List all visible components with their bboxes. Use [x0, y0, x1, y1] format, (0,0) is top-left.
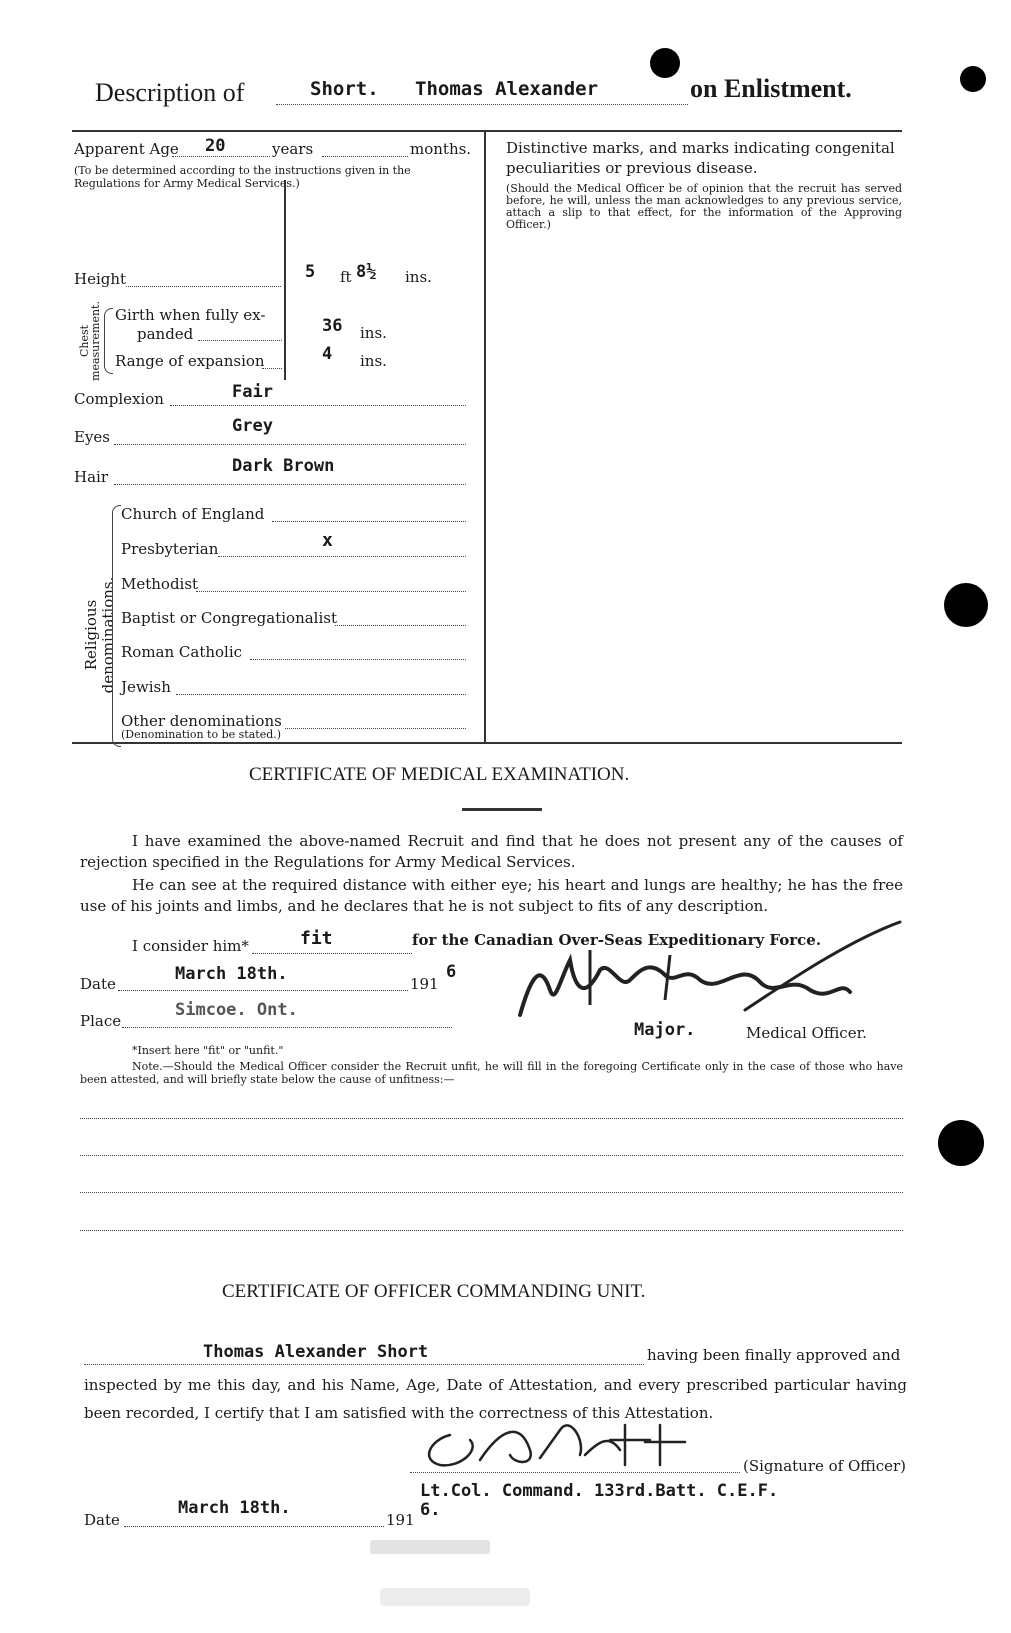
hair-label: Hair: [74, 468, 108, 486]
complexion-value: Fair: [232, 382, 273, 402]
header-prefix: Description of: [95, 78, 245, 107]
commanding-year-suffix: 6.: [420, 1500, 441, 1520]
header-surname: Short.: [310, 78, 379, 100]
medical-title-rule: [462, 808, 542, 811]
punch-hole: [938, 1120, 984, 1166]
place-line: [122, 1027, 452, 1028]
hair-line: [114, 484, 466, 485]
medical-officer-label: Medical Officer.: [746, 1024, 867, 1042]
religion-presbyterian: Presbyterian: [121, 540, 219, 558]
bottom-rule: [72, 742, 902, 744]
religion-label: Religious denominations.: [82, 576, 117, 694]
girth-line: [198, 340, 282, 341]
height-in-value: 8½: [356, 262, 377, 282]
force-label: for the Canadian Over-Seas Expeditionary Force.: [412, 931, 822, 949]
commanding-para: inspected by me this day, and his Name, Age, Date of Attestation, and every prescribed particular having been recorded, I certify that I am satisfied with the correctness of this Attestation.: [84, 1376, 907, 1422]
religion-methodist: Methodist: [121, 575, 199, 593]
header-suffix: on Enlistment.: [690, 74, 852, 103]
commanding-date-value: March 18th.: [178, 1498, 291, 1518]
years-label: years: [272, 140, 314, 158]
eyes-label: Eyes: [74, 428, 110, 446]
height-line: [126, 286, 281, 287]
signature-label: (Signature of Officer): [743, 1457, 907, 1475]
commanding-name-value: Thomas Alexander Short: [203, 1342, 429, 1362]
marks-note: (Should the Medical Officer be of opinion that the recruit has served before, he will, unless the man acknowledges to any previous service, attach a slip to that effect, for the information of the Approving Officer.): [506, 182, 902, 231]
punch-hole: [944, 583, 988, 627]
religion-church-of-england: Church of England: [121, 505, 265, 523]
eyes-line: [114, 444, 466, 445]
place-label: Place: [80, 1012, 122, 1030]
medical-date-label: Date: [80, 975, 116, 993]
commanding-date-label: Date: [84, 1511, 120, 1529]
range-line: [262, 368, 282, 369]
medical-para-1: I have examined the above-named Recruit and find that he does not present any of the causes of rejection specified in the Regulations for Army Medical Services.: [80, 832, 903, 871]
age-label: Apparent Age: [74, 140, 179, 158]
unfitness-line: [80, 1155, 903, 1156]
approved-label: having been finally approved and: [647, 1346, 901, 1364]
insert-note: *Insert here "fit" or "unfit.": [132, 1044, 284, 1057]
complexion-label: Complexion: [74, 390, 164, 408]
presbyterian-mark: x: [322, 530, 333, 551]
consider-value: fit: [300, 928, 333, 949]
eyes-value: Grey: [232, 416, 273, 436]
place-value: Simcoe. Ont.: [175, 1000, 298, 1020]
religion-jewish: Jewish: [121, 678, 171, 696]
girth-label-1: Girth when fully ex-: [115, 306, 266, 324]
medical-rank-value: Major.: [634, 1020, 696, 1040]
chest-brace: [104, 308, 113, 374]
punch-hole: [650, 48, 680, 78]
ft-label: ft: [340, 268, 352, 286]
medical-date-value: March 18th.: [175, 964, 288, 984]
girth-label-2: panded: [137, 325, 194, 343]
age-line: [172, 156, 270, 157]
commanding-name-line: [84, 1364, 644, 1365]
religion-line: [272, 521, 466, 522]
height-label: Height: [74, 270, 127, 288]
ins-label: ins.: [405, 268, 432, 286]
column-divider: [484, 132, 486, 742]
faded-stamp: [360, 1530, 540, 1620]
months-line: [322, 156, 408, 157]
commanding-rank-value: Lt.Col. Command. 133rd.Batt. C.E.F.: [420, 1481, 779, 1501]
header-given-names: Thomas Alexander: [415, 78, 599, 100]
medical-note: Note.—Should the Medical Officer consider the Recruit unfit, he will fill in the foregoing Certificate only in the case of those who have been attested, and will briefly state below the cause of unfitness:—: [80, 1060, 903, 1086]
marks-title: Distinctive marks, and marks indicating congenital peculiarities or previous disease.: [506, 139, 895, 177]
value-divider: [284, 180, 286, 380]
hair-value: Dark Brown: [232, 456, 335, 476]
age-note: (To be determined according to the instructions given in the Regulations for Army Medical Services.): [74, 164, 411, 190]
range-value: 4: [322, 344, 333, 364]
age-value: 20: [205, 136, 226, 156]
commanding-date-line: [124, 1526, 384, 1527]
religion-brace: [112, 505, 121, 747]
unfitness-line: [80, 1230, 903, 1231]
religion-line: [335, 625, 466, 626]
religion-baptist: Baptist or Congregationalist: [121, 609, 337, 627]
punch-hole: [960, 66, 986, 92]
religion-line: [218, 556, 466, 557]
medical-para-2: He can see at the required distance with either eye; his heart and lungs are healthy; he has the free use of his joints and limbs, and he declares that he is not subject to fits of any description.: [80, 876, 903, 915]
commanding-year-prefix: 191: [386, 1511, 415, 1529]
medical-year-suffix: 6: [446, 962, 457, 982]
range-label: Range of expansion: [115, 352, 265, 370]
religion-line: [250, 659, 466, 660]
signature-line: [410, 1472, 740, 1473]
commanding-officer-signature: [410, 1410, 730, 1480]
months-label: months.: [410, 140, 472, 158]
header-line: [276, 104, 688, 105]
commanding-title: CERTIFICATE OF OFFICER COMMANDING UNIT.: [222, 1281, 646, 1302]
medical-officer-signature: [490, 920, 910, 1035]
unfitness-line: [80, 1118, 903, 1119]
height-ft-value: 5: [305, 262, 316, 282]
religion-roman-catholic: Roman Catholic: [121, 643, 243, 661]
medical-date-line: [118, 990, 408, 991]
range-ins-label: ins.: [360, 352, 387, 370]
medical-year-prefix: 191: [410, 975, 439, 993]
chest-label: Chest measurement.: [78, 301, 102, 381]
medical-title: CERTIFICATE OF MEDICAL EXAMINATION.: [249, 764, 630, 785]
consider-line: [252, 953, 412, 954]
denomination-note: (Denomination to be stated.): [121, 728, 282, 741]
unfitness-line: [80, 1192, 903, 1193]
top-rule: [72, 130, 902, 132]
religion-line: [196, 591, 466, 592]
religion-line: [176, 694, 466, 695]
girth-ins-label: ins.: [360, 324, 387, 342]
complexion-line: [170, 405, 466, 406]
religion-other: Other denominations: [121, 712, 282, 730]
consider-label: I consider him*: [132, 937, 249, 955]
girth-value: 36: [322, 316, 343, 336]
religion-line: [285, 728, 466, 729]
